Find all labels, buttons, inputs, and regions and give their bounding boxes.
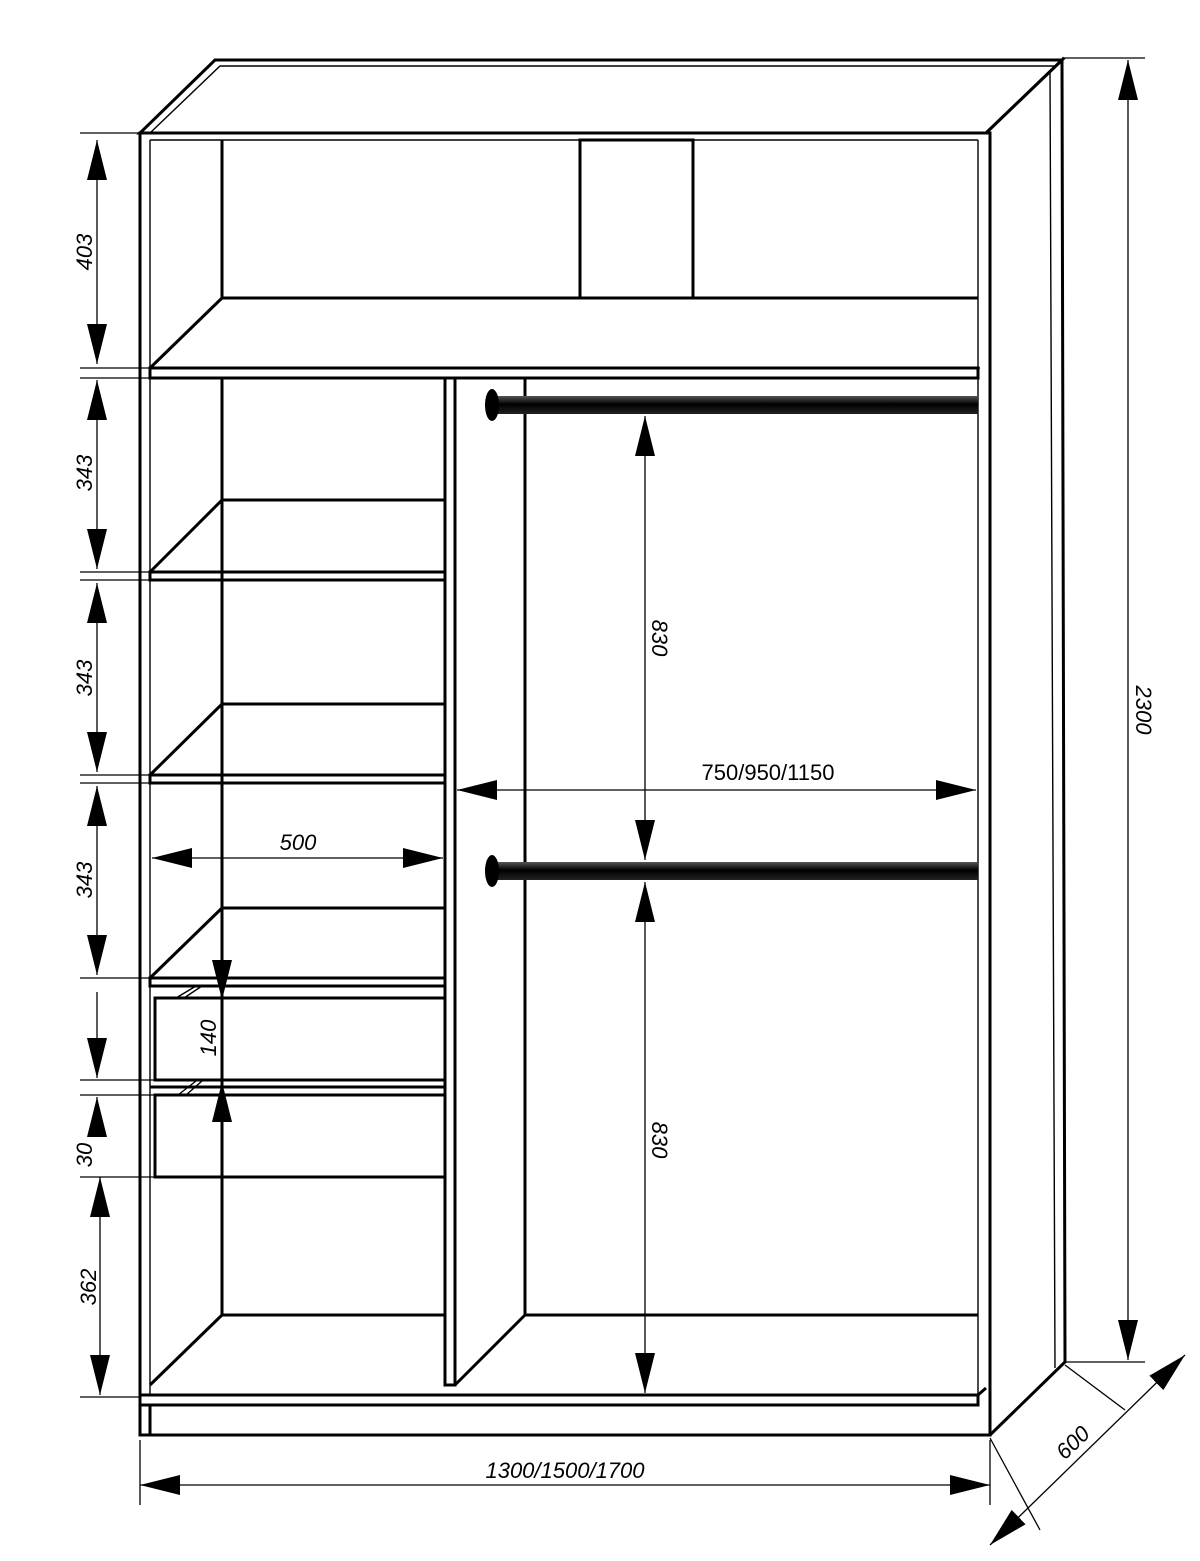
label-500: 500 — [279, 830, 317, 855]
hanging-rod-lower — [485, 855, 978, 887]
label-2300: 2300 — [1131, 685, 1156, 735]
top-center-panel — [580, 140, 693, 298]
vertical-divider — [445, 378, 525, 1385]
right-section — [485, 378, 978, 1315]
shelf-3 — [150, 908, 445, 986]
shelf-1 — [150, 500, 445, 580]
shelf-2 — [150, 704, 445, 783]
top-panel — [140, 60, 1062, 133]
label-140: 140 — [196, 1019, 221, 1057]
top-compartment — [150, 140, 978, 378]
dim-line-600 — [990, 1355, 1185, 1545]
top-shelf — [150, 298, 978, 378]
label-403: 403 — [72, 233, 97, 271]
hanging-rod-upper — [485, 389, 978, 421]
label-362: 362 — [76, 1268, 101, 1306]
label-830-upper: 830 — [647, 619, 672, 657]
label-right-width: 750/950/1150 — [701, 760, 835, 785]
dimension-lines — [97, 60, 1185, 1545]
label-830-lower: 830 — [647, 1121, 672, 1159]
extension-lines — [80, 58, 1145, 1530]
label-343-c: 343 — [72, 861, 97, 899]
cabinet-body — [140, 60, 1065, 1435]
label-343-b: 343 — [72, 659, 97, 697]
bottom-panel — [140, 1315, 986, 1435]
label-600: 600 — [1050, 1420, 1095, 1465]
label-30: 30 — [72, 1142, 97, 1168]
left-section — [150, 378, 525, 1385]
label-343-a: 343 — [72, 454, 97, 492]
label-total-width: 1300/1500/1700 — [485, 1458, 645, 1483]
